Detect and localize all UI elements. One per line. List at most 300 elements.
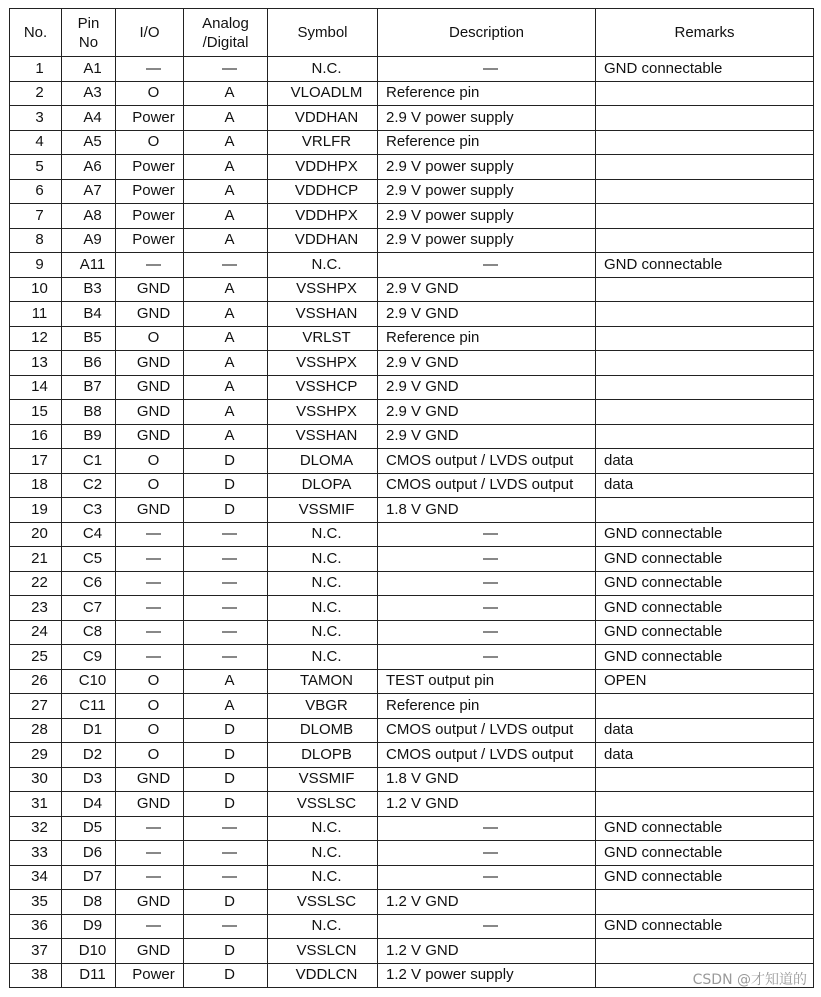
cell-description: CMOS output / LVDS output bbox=[378, 718, 596, 743]
cell-description: TEST output pin bbox=[378, 669, 596, 694]
cell-io: Power bbox=[116, 106, 184, 131]
cell-analog-digital: D bbox=[184, 498, 268, 523]
cell-description: Reference pin bbox=[378, 694, 596, 719]
cell-io: — bbox=[116, 914, 184, 939]
cell-pin-no: A7 bbox=[62, 179, 116, 204]
cell-analog-digital: A bbox=[184, 277, 268, 302]
cell-no: 35 bbox=[10, 890, 62, 915]
cell-description: 1.2 V GND bbox=[378, 939, 596, 964]
cell-symbol: N.C. bbox=[268, 571, 378, 596]
cell-symbol: N.C. bbox=[268, 914, 378, 939]
cell-pin-no: D7 bbox=[62, 865, 116, 890]
cell-pin-no: B8 bbox=[62, 400, 116, 425]
cell-remarks bbox=[596, 155, 814, 180]
cell-analog-digital: — bbox=[184, 645, 268, 670]
cell-io: Power bbox=[116, 155, 184, 180]
cell-description: 1.8 V GND bbox=[378, 498, 596, 523]
cell-analog-digital: — bbox=[184, 571, 268, 596]
cell-no: 12 bbox=[10, 326, 62, 351]
table-row bbox=[10, 424, 814, 449]
pin-table bbox=[9, 8, 814, 988]
cell-symbol: N.C. bbox=[268, 620, 378, 645]
cell-analog-digital: — bbox=[184, 620, 268, 645]
table-row bbox=[10, 914, 814, 939]
cell-symbol: VDDHPX bbox=[268, 155, 378, 180]
cell-no: 16 bbox=[10, 424, 62, 449]
cell-analog-digital: — bbox=[184, 914, 268, 939]
cell-remarks: OPEN bbox=[596, 669, 814, 694]
cell-remarks bbox=[596, 326, 814, 351]
cell-symbol: VDDLCN bbox=[268, 963, 378, 988]
cell-remarks bbox=[596, 179, 814, 204]
cell-description: CMOS output / LVDS output bbox=[378, 743, 596, 768]
cell-remarks: data bbox=[596, 449, 814, 474]
cell-symbol: VDDHAN bbox=[268, 106, 378, 131]
table-body bbox=[10, 57, 814, 988]
cell-no: 5 bbox=[10, 155, 62, 180]
table-row bbox=[10, 449, 814, 474]
cell-pin-no: D5 bbox=[62, 816, 116, 841]
cell-io: O bbox=[116, 694, 184, 719]
cell-io: Power bbox=[116, 179, 184, 204]
cell-analog-digital: D bbox=[184, 890, 268, 915]
cell-description: 1.2 V power supply bbox=[378, 963, 596, 988]
cell-remarks bbox=[596, 890, 814, 915]
cell-remarks bbox=[596, 277, 814, 302]
cell-io: — bbox=[116, 547, 184, 572]
cell-symbol: VSSLCN bbox=[268, 939, 378, 964]
table-row bbox=[10, 473, 814, 498]
cell-description: 2.9 V power supply bbox=[378, 228, 596, 253]
cell-symbol: VDDHPX bbox=[268, 204, 378, 229]
cell-description: — bbox=[378, 914, 596, 939]
cell-pin-no: A5 bbox=[62, 130, 116, 155]
table-row bbox=[10, 277, 814, 302]
table-row bbox=[10, 669, 814, 694]
table-row bbox=[10, 841, 814, 866]
cell-analog-digital: A bbox=[184, 694, 268, 719]
table-row bbox=[10, 351, 814, 376]
cell-pin-no: C5 bbox=[62, 547, 116, 572]
cell-no: 20 bbox=[10, 522, 62, 547]
cell-pin-no: C7 bbox=[62, 596, 116, 621]
cell-analog-digital: A bbox=[184, 81, 268, 106]
cell-description: — bbox=[378, 57, 596, 82]
cell-description: — bbox=[378, 620, 596, 645]
cell-pin-no: B5 bbox=[62, 326, 116, 351]
cell-description: 2.9 V GND bbox=[378, 277, 596, 302]
table-row bbox=[10, 645, 814, 670]
table-row bbox=[10, 522, 814, 547]
cell-pin-no: D2 bbox=[62, 743, 116, 768]
cell-analog-digital: D bbox=[184, 767, 268, 792]
cell-analog-digital: D bbox=[184, 792, 268, 817]
cell-remarks bbox=[596, 694, 814, 719]
cell-analog-digital: D bbox=[184, 449, 268, 474]
cell-no: 14 bbox=[10, 375, 62, 400]
cell-no: 38 bbox=[10, 963, 62, 988]
cell-no: 15 bbox=[10, 400, 62, 425]
cell-io: Power bbox=[116, 204, 184, 229]
cell-no: 28 bbox=[10, 718, 62, 743]
cell-remarks bbox=[596, 792, 814, 817]
cell-symbol: VDDHAN bbox=[268, 228, 378, 253]
cell-symbol: DLOMB bbox=[268, 718, 378, 743]
header-remarks: Remarks bbox=[596, 9, 814, 57]
cell-description: 2.9 V power supply bbox=[378, 204, 596, 229]
cell-pin-no: D9 bbox=[62, 914, 116, 939]
table-row bbox=[10, 596, 814, 621]
cell-io: GND bbox=[116, 767, 184, 792]
cell-symbol: VDDHCP bbox=[268, 179, 378, 204]
cell-remarks bbox=[596, 130, 814, 155]
cell-symbol: N.C. bbox=[268, 816, 378, 841]
cell-pin-no: B9 bbox=[62, 424, 116, 449]
cell-remarks bbox=[596, 351, 814, 376]
cell-no: 10 bbox=[10, 277, 62, 302]
cell-analog-digital: A bbox=[184, 351, 268, 376]
table-row bbox=[10, 547, 814, 572]
cell-analog-digital: A bbox=[184, 179, 268, 204]
table-row bbox=[10, 155, 814, 180]
cell-remarks: GND connectable bbox=[596, 571, 814, 596]
cell-description: — bbox=[378, 645, 596, 670]
cell-io: GND bbox=[116, 498, 184, 523]
cell-analog-digital: D bbox=[184, 743, 268, 768]
table-row bbox=[10, 81, 814, 106]
cell-symbol: DLOPA bbox=[268, 473, 378, 498]
cell-description: — bbox=[378, 547, 596, 572]
cell-io: O bbox=[116, 473, 184, 498]
cell-pin-no: B7 bbox=[62, 375, 116, 400]
cell-no: 37 bbox=[10, 939, 62, 964]
cell-symbol: N.C. bbox=[268, 865, 378, 890]
cell-io: O bbox=[116, 130, 184, 155]
cell-io: Power bbox=[116, 228, 184, 253]
cell-remarks bbox=[596, 204, 814, 229]
cell-symbol: VRLST bbox=[268, 326, 378, 351]
cell-symbol: VSSHPX bbox=[268, 351, 378, 376]
cell-description: — bbox=[378, 253, 596, 278]
table-row bbox=[10, 571, 814, 596]
cell-no: 11 bbox=[10, 302, 62, 327]
cell-symbol: N.C. bbox=[268, 596, 378, 621]
cell-analog-digital: — bbox=[184, 841, 268, 866]
header-no: No. bbox=[10, 9, 62, 57]
cell-no: 17 bbox=[10, 449, 62, 474]
cell-pin-no: A11 bbox=[62, 253, 116, 278]
cell-io: O bbox=[116, 449, 184, 474]
cell-symbol: N.C. bbox=[268, 522, 378, 547]
cell-analog-digital: A bbox=[184, 400, 268, 425]
cell-io: GND bbox=[116, 351, 184, 376]
table-row bbox=[10, 792, 814, 817]
cell-remarks: GND connectable bbox=[596, 522, 814, 547]
cell-symbol: VSSMIF bbox=[268, 498, 378, 523]
cell-remarks: GND connectable bbox=[596, 841, 814, 866]
cell-description: — bbox=[378, 596, 596, 621]
table-row bbox=[10, 326, 814, 351]
table-row bbox=[10, 767, 814, 792]
cell-no: 24 bbox=[10, 620, 62, 645]
cell-symbol: N.C. bbox=[268, 253, 378, 278]
cell-analog-digital: — bbox=[184, 865, 268, 890]
cell-io: O bbox=[116, 326, 184, 351]
cell-no: 33 bbox=[10, 841, 62, 866]
cell-no: 32 bbox=[10, 816, 62, 841]
header-symbol: Symbol bbox=[268, 9, 378, 57]
cell-no: 25 bbox=[10, 645, 62, 670]
cell-analog-digital: — bbox=[184, 253, 268, 278]
cell-remarks: data bbox=[596, 743, 814, 768]
cell-remarks: GND connectable bbox=[596, 816, 814, 841]
cell-io: O bbox=[116, 669, 184, 694]
table-row bbox=[10, 890, 814, 915]
cell-description: CMOS output / LVDS output bbox=[378, 449, 596, 474]
cell-description: 2.9 V power supply bbox=[378, 179, 596, 204]
cell-io: — bbox=[116, 57, 184, 82]
cell-analog-digital: A bbox=[184, 375, 268, 400]
cell-io: O bbox=[116, 743, 184, 768]
table-row bbox=[10, 498, 814, 523]
table-row bbox=[10, 106, 814, 131]
cell-pin-no: A4 bbox=[62, 106, 116, 131]
cell-no: 18 bbox=[10, 473, 62, 498]
cell-remarks bbox=[596, 939, 814, 964]
cell-description: Reference pin bbox=[378, 81, 596, 106]
cell-description: — bbox=[378, 841, 596, 866]
cell-remarks bbox=[596, 400, 814, 425]
cell-symbol: VSSMIF bbox=[268, 767, 378, 792]
cell-no: 19 bbox=[10, 498, 62, 523]
cell-pin-no: D8 bbox=[62, 890, 116, 915]
cell-io: GND bbox=[116, 302, 184, 327]
cell-io: GND bbox=[116, 375, 184, 400]
cell-pin-no: D10 bbox=[62, 939, 116, 964]
cell-symbol: VSSHAN bbox=[268, 424, 378, 449]
table-row bbox=[10, 228, 814, 253]
cell-analog-digital: A bbox=[184, 424, 268, 449]
cell-remarks bbox=[596, 228, 814, 253]
cell-description: — bbox=[378, 571, 596, 596]
cell-pin-no: C3 bbox=[62, 498, 116, 523]
cell-description: — bbox=[378, 816, 596, 841]
cell-analog-digital: D bbox=[184, 473, 268, 498]
cell-pin-no: A3 bbox=[62, 81, 116, 106]
table-row bbox=[10, 375, 814, 400]
table-row bbox=[10, 400, 814, 425]
table-row bbox=[10, 865, 814, 890]
cell-analog-digital: A bbox=[184, 204, 268, 229]
cell-symbol: VSSHPX bbox=[268, 400, 378, 425]
cell-no: 13 bbox=[10, 351, 62, 376]
cell-no: 36 bbox=[10, 914, 62, 939]
cell-pin-no: D11 bbox=[62, 963, 116, 988]
cell-io: GND bbox=[116, 424, 184, 449]
cell-io: GND bbox=[116, 277, 184, 302]
cell-no: 4 bbox=[10, 130, 62, 155]
cell-symbol: VRLFR bbox=[268, 130, 378, 155]
cell-pin-no: B6 bbox=[62, 351, 116, 376]
cell-description: Reference pin bbox=[378, 130, 596, 155]
cell-pin-no: C11 bbox=[62, 694, 116, 719]
cell-pin-no: D4 bbox=[62, 792, 116, 817]
cell-io: — bbox=[116, 865, 184, 890]
cell-description: — bbox=[378, 522, 596, 547]
cell-io: GND bbox=[116, 792, 184, 817]
cell-io: GND bbox=[116, 939, 184, 964]
cell-description: 2.9 V GND bbox=[378, 375, 596, 400]
cell-analog-digital: A bbox=[184, 130, 268, 155]
cell-analog-digital: — bbox=[184, 596, 268, 621]
cell-remarks bbox=[596, 767, 814, 792]
cell-description: 2.9 V GND bbox=[378, 400, 596, 425]
header-analog-digital: Analog /Digital bbox=[184, 9, 268, 57]
cell-no: 23 bbox=[10, 596, 62, 621]
cell-symbol: VLOADLM bbox=[268, 81, 378, 106]
cell-analog-digital: — bbox=[184, 547, 268, 572]
cell-analog-digital: A bbox=[184, 106, 268, 131]
cell-remarks bbox=[596, 106, 814, 131]
cell-symbol: TAMON bbox=[268, 669, 378, 694]
cell-remarks bbox=[596, 302, 814, 327]
cell-description: CMOS output / LVDS output bbox=[378, 473, 596, 498]
cell-analog-digital: — bbox=[184, 816, 268, 841]
cell-analog-digital: A bbox=[184, 302, 268, 327]
cell-analog-digital: — bbox=[184, 57, 268, 82]
cell-no: 2 bbox=[10, 81, 62, 106]
cell-no: 29 bbox=[10, 743, 62, 768]
cell-symbol: N.C. bbox=[268, 645, 378, 670]
cell-no: 7 bbox=[10, 204, 62, 229]
cell-symbol: N.C. bbox=[268, 841, 378, 866]
cell-io: — bbox=[116, 522, 184, 547]
cell-description: — bbox=[378, 865, 596, 890]
cell-no: 6 bbox=[10, 179, 62, 204]
cell-io: — bbox=[116, 841, 184, 866]
table-row bbox=[10, 620, 814, 645]
cell-io: O bbox=[116, 718, 184, 743]
cell-pin-no: C6 bbox=[62, 571, 116, 596]
table-row bbox=[10, 302, 814, 327]
cell-analog-digital: D bbox=[184, 939, 268, 964]
cell-remarks: GND connectable bbox=[596, 645, 814, 670]
cell-remarks: GND connectable bbox=[596, 547, 814, 572]
cell-symbol: DLOMA bbox=[268, 449, 378, 474]
cell-io: O bbox=[116, 81, 184, 106]
cell-io: — bbox=[116, 816, 184, 841]
cell-analog-digital: A bbox=[184, 228, 268, 253]
cell-pin-no: C4 bbox=[62, 522, 116, 547]
cell-no: 3 bbox=[10, 106, 62, 131]
cell-no: 26 bbox=[10, 669, 62, 694]
cell-pin-no: C9 bbox=[62, 645, 116, 670]
cell-pin-no: A1 bbox=[62, 57, 116, 82]
cell-description: 2.9 V GND bbox=[378, 424, 596, 449]
cell-symbol: VSSHCP bbox=[268, 375, 378, 400]
cell-io: Power bbox=[116, 963, 184, 988]
cell-pin-no: B4 bbox=[62, 302, 116, 327]
cell-description: 1.8 V GND bbox=[378, 767, 596, 792]
cell-symbol: VSSHAN bbox=[268, 302, 378, 327]
cell-remarks bbox=[596, 375, 814, 400]
table-row bbox=[10, 253, 814, 278]
cell-io: — bbox=[116, 596, 184, 621]
header-io: I/O bbox=[116, 9, 184, 57]
cell-analog-digital: — bbox=[184, 522, 268, 547]
cell-remarks: GND connectable bbox=[596, 253, 814, 278]
cell-description: 1.2 V GND bbox=[378, 792, 596, 817]
cell-io: — bbox=[116, 571, 184, 596]
cell-description: 2.9 V power supply bbox=[378, 155, 596, 180]
cell-pin-no: B3 bbox=[62, 277, 116, 302]
table-row bbox=[10, 718, 814, 743]
cell-no: 30 bbox=[10, 767, 62, 792]
cell-description: 2.9 V power supply bbox=[378, 106, 596, 131]
cell-remarks: GND connectable bbox=[596, 620, 814, 645]
cell-no: 8 bbox=[10, 228, 62, 253]
header-description: Description bbox=[378, 9, 596, 57]
cell-analog-digital: A bbox=[184, 155, 268, 180]
table-row bbox=[10, 939, 814, 964]
cell-no: 31 bbox=[10, 792, 62, 817]
cell-remarks bbox=[596, 498, 814, 523]
cell-pin-no: C1 bbox=[62, 449, 116, 474]
cell-description: 1.2 V GND bbox=[378, 890, 596, 915]
watermark: CSDN @才知道的 bbox=[692, 972, 807, 988]
cell-pin-no: A6 bbox=[62, 155, 116, 180]
cell-no: 27 bbox=[10, 694, 62, 719]
cell-symbol: DLOPB bbox=[268, 743, 378, 768]
cell-description: 2.9 V GND bbox=[378, 351, 596, 376]
cell-analog-digital: D bbox=[184, 718, 268, 743]
cell-remarks: GND connectable bbox=[596, 596, 814, 621]
cell-io: GND bbox=[116, 400, 184, 425]
cell-symbol: VSSLSC bbox=[268, 890, 378, 915]
cell-no: 1 bbox=[10, 57, 62, 82]
cell-symbol: VSSHPX bbox=[268, 277, 378, 302]
table-row bbox=[10, 179, 814, 204]
cell-remarks bbox=[596, 81, 814, 106]
cell-io: GND bbox=[116, 890, 184, 915]
cell-io: — bbox=[116, 620, 184, 645]
cell-description: 2.9 V GND bbox=[378, 302, 596, 327]
cell-no: 22 bbox=[10, 571, 62, 596]
cell-description: Reference pin bbox=[378, 326, 596, 351]
cell-no: 34 bbox=[10, 865, 62, 890]
table-row bbox=[10, 743, 814, 768]
table-row bbox=[10, 816, 814, 841]
cell-remarks: GND connectable bbox=[596, 914, 814, 939]
cell-pin-no: C8 bbox=[62, 620, 116, 645]
cell-no: 21 bbox=[10, 547, 62, 572]
table-row bbox=[10, 204, 814, 229]
cell-pin-no: A9 bbox=[62, 228, 116, 253]
table-row bbox=[10, 130, 814, 155]
header-pin-no: Pin No bbox=[62, 9, 116, 57]
cell-analog-digital: A bbox=[184, 669, 268, 694]
cell-remarks bbox=[596, 424, 814, 449]
cell-remarks: data bbox=[596, 718, 814, 743]
cell-analog-digital: D bbox=[184, 963, 268, 988]
cell-pin-no: D1 bbox=[62, 718, 116, 743]
cell-analog-digital: A bbox=[184, 326, 268, 351]
cell-remarks: GND connectable bbox=[596, 57, 814, 82]
cell-pin-no: A8 bbox=[62, 204, 116, 229]
table-header-row bbox=[10, 9, 814, 57]
cell-io: — bbox=[116, 645, 184, 670]
cell-symbol: VBGR bbox=[268, 694, 378, 719]
